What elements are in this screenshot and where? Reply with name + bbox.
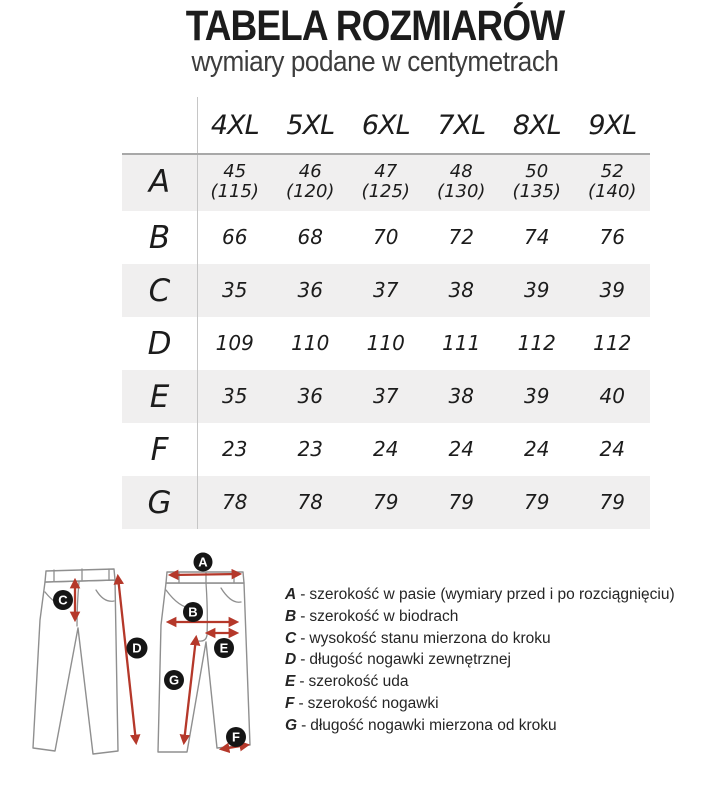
table-cell: [197, 476, 273, 529]
cell-value: 79: [373, 490, 399, 515]
cell-value: 36: [297, 278, 323, 303]
table-cell: [424, 370, 500, 423]
legend-letter: B: [285, 607, 297, 625]
legend-letter: F: [285, 694, 295, 712]
table-cell: [424, 476, 500, 529]
legend-separator: -: [300, 629, 306, 647]
table-row-d: [122, 317, 650, 370]
table-cell: [499, 153, 575, 211]
cell-value: 35: [222, 278, 248, 303]
cell-value: 37: [373, 384, 399, 409]
cell-value: 45: [223, 160, 247, 182]
cell-value: 46: [298, 160, 322, 182]
column-header-8xl: 8XL: [512, 110, 561, 142]
legend-separator: -: [301, 716, 307, 734]
marker-g-badge: [164, 670, 184, 690]
cell-value: 39: [524, 384, 550, 409]
table-cell: [499, 317, 575, 370]
table-cell: [575, 264, 651, 317]
cell-value: 38: [448, 278, 474, 303]
cell-value: 74: [524, 225, 550, 250]
marker-a-badge: [194, 553, 213, 572]
column-header-9xl: 9XL: [588, 110, 637, 142]
table-cell: [348, 211, 424, 264]
legend-text: szerokość w pasie (wymiary przed i po rozciągnięciu): [309, 586, 675, 603]
legend-separator: -: [300, 651, 306, 669]
cell-value: 110: [291, 331, 330, 356]
table-cell: [273, 317, 349, 370]
cell-value: 109: [215, 331, 254, 356]
cell-value: 112: [593, 331, 632, 356]
cell-sub-value: (135): [512, 181, 561, 202]
cell-value: 50: [525, 160, 549, 182]
legend-item-e: [285, 671, 715, 693]
table-cell: [273, 476, 349, 529]
table-cell: [424, 423, 500, 476]
legend-text: długość nogawki mierzona od kroku: [310, 716, 557, 734]
row-label-e: E: [149, 378, 170, 415]
cell-value: 24: [373, 437, 399, 462]
table-row-g: [122, 476, 650, 529]
heading: [30, 4, 720, 79]
legend-item-c: [285, 628, 715, 650]
legend-text: szerokość uda: [308, 673, 409, 691]
legend-separator: -: [299, 673, 305, 691]
table-cell: [575, 317, 651, 370]
legend-text: wysokość stanu mierzona do kroku: [309, 629, 551, 647]
cell-value: 111: [442, 331, 481, 356]
cell-value: 39: [599, 278, 625, 303]
measure-arrow-d: [118, 577, 136, 742]
row-label-c: C: [148, 272, 171, 309]
table-cell: [424, 264, 500, 317]
page-subtitle: wymiary podane w centymetrach: [191, 46, 559, 79]
table-cell: [424, 153, 500, 211]
table-cell: [499, 370, 575, 423]
cell-value: 66: [222, 225, 248, 250]
legend-letter: G: [285, 716, 298, 734]
row-label-d: D: [147, 325, 172, 362]
table-cell: [348, 423, 424, 476]
row-label-g: G: [147, 484, 172, 521]
legend-text: szerokość nogawki: [307, 694, 439, 712]
table-cell: [575, 423, 651, 476]
cell-value: 23: [222, 437, 248, 462]
cell-value: 38: [448, 384, 474, 409]
cell-value: 36: [297, 384, 323, 409]
table-cell: [273, 423, 349, 476]
legend-letter: D: [285, 651, 297, 669]
cell-value: 112: [517, 331, 556, 356]
marker-f-badge: [226, 727, 246, 747]
table-cell: [348, 476, 424, 529]
cell-value: 79: [599, 490, 625, 515]
cell-value: 79: [524, 490, 550, 515]
legend-item-b: [285, 606, 715, 628]
marker-f-letter: F: [232, 729, 240, 745]
cell-sub-value: (140): [588, 181, 637, 202]
cell-value: 79: [448, 490, 474, 515]
row-label-b: B: [148, 219, 171, 256]
table-header-separator: [122, 153, 650, 155]
table-row-a: [122, 153, 650, 211]
table-cell: [424, 211, 500, 264]
table-cell: [197, 153, 273, 211]
cell-value: 48: [449, 160, 473, 182]
table-cell: [575, 153, 651, 211]
table-cell: [499, 423, 575, 476]
table-cell: [197, 211, 273, 264]
marker-c-letter: C: [58, 592, 68, 608]
marker-b-badge: [183, 602, 203, 622]
cell-value: 39: [524, 278, 550, 303]
table-cell: [575, 370, 651, 423]
table-cell: [273, 153, 349, 211]
column-header-6xl: 6XL: [361, 110, 410, 142]
marker-e-letter: E: [219, 640, 229, 656]
table-cell: [197, 370, 273, 423]
marker-d-letter: D: [132, 640, 142, 656]
cell-value: 35: [222, 384, 248, 409]
table-cell: [575, 476, 651, 529]
table-cell: [499, 211, 575, 264]
table-cell: [348, 317, 424, 370]
row-label-f: F: [150, 431, 169, 468]
cell-sub-value: (120): [286, 181, 335, 202]
legend-letter: E: [285, 673, 296, 691]
cell-value: 110: [366, 331, 405, 356]
measurement-legend: [285, 584, 715, 737]
column-header-5xl: 5XL: [286, 110, 335, 142]
table-corner-cell: [122, 100, 197, 153]
legend-separator: -: [298, 694, 304, 712]
table-label-divider: [197, 97, 198, 529]
legend-item-a: [285, 584, 715, 606]
legend-text: szerokość w biodrach: [309, 607, 459, 625]
marker-b-letter: B: [188, 604, 198, 620]
legend-letter: C: [285, 629, 297, 647]
cell-value: 76: [599, 225, 625, 250]
cell-value: 78: [297, 490, 323, 515]
table-cell: [348, 370, 424, 423]
marker-c-badge: [53, 590, 73, 610]
cell-value: 68: [297, 225, 323, 250]
table-row-b: [122, 211, 650, 264]
marker-g-letter: G: [168, 672, 180, 688]
size-table: [122, 100, 650, 529]
table-cell: [273, 370, 349, 423]
page-title: TABELA ROZMIARÓW: [185, 2, 565, 50]
cell-sub-value: (115): [210, 181, 259, 202]
cell-value: 72: [448, 225, 474, 250]
pants-diagram-right: [158, 572, 250, 752]
cell-value: 40: [599, 384, 625, 409]
table-cell: [499, 264, 575, 317]
legend-separator: -: [300, 607, 306, 625]
cell-sub-value: (125): [361, 181, 410, 202]
table-header-row: [122, 100, 650, 153]
cell-value: 37: [373, 278, 399, 303]
legend-item-f: [285, 693, 715, 715]
cell-value: 24: [524, 437, 550, 462]
legend-letter: A: [285, 586, 297, 603]
cell-value: 70: [373, 225, 399, 250]
marker-e-badge: [214, 638, 234, 658]
table-cell: [197, 264, 273, 317]
table-cell: [197, 423, 273, 476]
table-cell: [273, 264, 349, 317]
cell-value: 24: [599, 437, 625, 462]
table-row-f: [122, 423, 650, 476]
marker-d-badge: [127, 638, 148, 659]
table-row-c: [122, 264, 650, 317]
table-cell: [273, 211, 349, 264]
marker-a-letter: A: [198, 554, 208, 570]
cell-value: 23: [297, 437, 323, 462]
legend-item-d: [285, 649, 715, 671]
table-cell: [348, 153, 424, 211]
cell-value: 78: [222, 490, 248, 515]
row-label-a: A: [148, 164, 171, 200]
cell-value: 47: [374, 160, 398, 182]
cell-sub-value: (130): [437, 181, 486, 202]
legend-item-g: [285, 715, 715, 737]
legend-separator: -: [300, 586, 306, 603]
table-cell: [424, 317, 500, 370]
legend-text: długość nogawki zewnętrznej: [309, 651, 511, 669]
cell-value: 24: [448, 437, 474, 462]
cell-value: 52: [600, 160, 624, 182]
column-header-7xl: 7XL: [437, 110, 486, 142]
pants-measurement-diagram: [0, 540, 290, 800]
table-cell: [499, 476, 575, 529]
table-cell: [348, 264, 424, 317]
measure-arrow-a: [171, 574, 239, 575]
table-row-e: [122, 370, 650, 423]
column-header-4xl: 4XL: [210, 110, 259, 142]
table-cell: [197, 317, 273, 370]
table-cell: [575, 211, 651, 264]
